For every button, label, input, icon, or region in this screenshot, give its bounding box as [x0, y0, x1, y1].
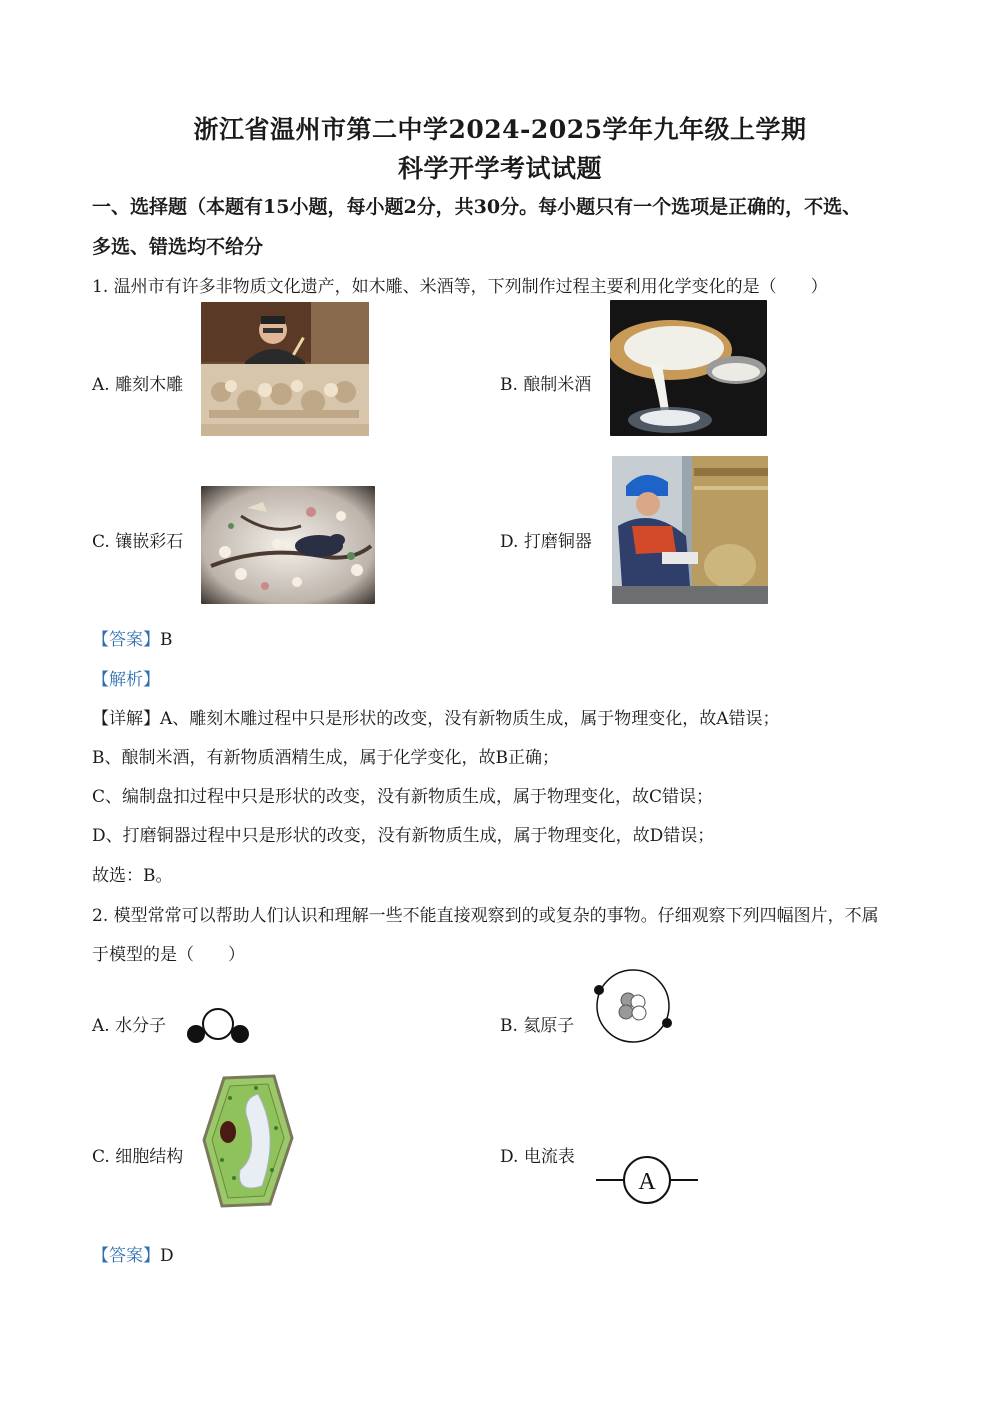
option-label: C.	[92, 1147, 110, 1167]
q1-option-c	[92, 527, 183, 552]
water-molecule-model	[184, 1006, 254, 1046]
option-text: 打磨铜器	[523, 532, 592, 552]
helium-atom-model	[590, 968, 676, 1048]
inlaid-stone-photo	[201, 486, 375, 604]
q1-detail-line: 故选：B。	[92, 866, 173, 886]
question-1-stem: 1. 温州市有许多非物质文化遗产，如木雕、米酒等，下列制作过程主要利用化学变化的是（ ）	[92, 277, 828, 297]
option-text: 雕刻木雕	[115, 375, 184, 395]
q1-detail-line: B、酿制米酒，有新物质酒精生成，属于化学变化，故B正确；	[92, 748, 559, 768]
option-text: 水分子	[115, 1016, 167, 1036]
section-heading-cont: 多选、错选均不给分	[92, 236, 264, 258]
q2-option-d	[500, 1142, 575, 1167]
option-text: 酿制米酒	[523, 375, 592, 395]
q2-answer	[92, 1241, 174, 1266]
option-text: 细胞结构	[115, 1147, 184, 1167]
rice-wine-photo	[610, 300, 767, 436]
document-subtitle: 科学开学考试试题	[397, 154, 602, 183]
q1-analysis-tag: 【解析】	[92, 670, 160, 690]
option-label: B.	[500, 1016, 518, 1036]
option-label: C.	[92, 532, 110, 552]
q1-detail-line: D、打磨铜器过程中只是形状的改变，没有新物质生成，属于物理变化，故D错误；	[92, 826, 715, 846]
q2-option-c	[92, 1142, 183, 1167]
q1-answer	[92, 625, 173, 650]
section-heading: 一、选择题（本题有15小题，每小题2分，共30分。每小题只有一个选项是正确的，不选、	[92, 196, 862, 218]
answer-value: D	[160, 1246, 174, 1266]
bronze-polishing-photo	[612, 456, 768, 604]
q1-option-d	[500, 527, 592, 552]
answer-value: B	[160, 630, 173, 650]
q1-option-b	[500, 370, 591, 395]
question-2-stem-cont: 于模型的是（ ）	[92, 945, 245, 965]
answer-tag: 【答案】	[92, 1246, 160, 1266]
wood-carving-photo	[201, 302, 369, 436]
option-label: B.	[500, 375, 518, 395]
option-label: D.	[500, 1147, 519, 1167]
option-label: A.	[92, 375, 110, 395]
q1-detail-line: C、编制盘扣过程中只是形状的改变，没有新物质生成，属于物理变化，故C错误；	[92, 787, 714, 807]
q1-detail-line: 【详解】A、雕刻木雕过程中只是形状的改变，没有新物质生成，属于物理变化，故A错误；	[92, 709, 780, 729]
option-text: 氦原子	[523, 1016, 575, 1036]
document-title: 浙江省温州市第二中学2024-2025学年九年级上学期	[193, 115, 807, 144]
option-text: 镶嵌彩石	[115, 532, 184, 552]
q2-option-b	[500, 1011, 574, 1036]
q2-option-a	[92, 1011, 166, 1036]
question-2-stem: 2. 模型常常可以帮助人们认识和理解一些不能直接观察到的或复杂的事物。仔细观察下列四幅图片，不属	[92, 906, 879, 926]
ammeter-symbol	[594, 1154, 700, 1206]
option-text: 电流表	[523, 1147, 575, 1167]
plant-cell-model	[200, 1074, 296, 1208]
ammeter-label: A	[638, 1169, 656, 1195]
option-label: D.	[500, 532, 519, 552]
option-label: A.	[92, 1016, 110, 1036]
answer-tag: 【答案】	[92, 630, 160, 650]
q1-option-a	[92, 370, 183, 395]
